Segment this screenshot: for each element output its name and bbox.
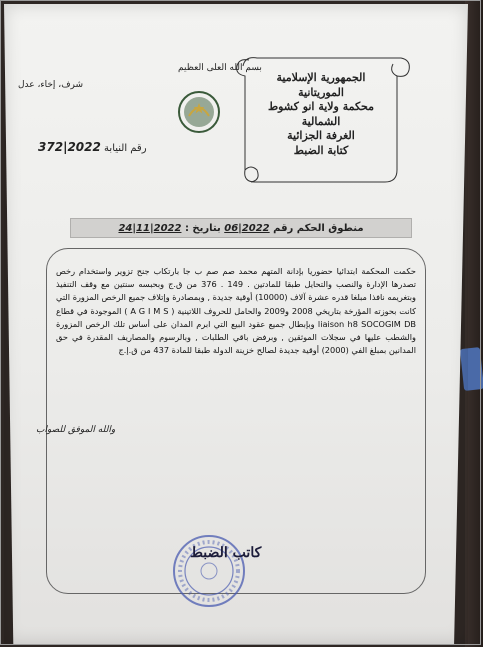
institution-line: الجمهورية الإسلامية: [276, 71, 366, 84]
verdict-label: منطوق الحكم رقم: [273, 223, 364, 234]
basmala: بسم الله العلى العظيم: [178, 63, 262, 73]
institution-line: الغرفة الجزائية: [287, 129, 355, 142]
verdict-date: 2022|11|24: [118, 223, 182, 234]
closing-phrase: والله الموفق للصواب: [36, 425, 116, 435]
institution-line: محكمة ولاية انو كشوط: [267, 100, 375, 113]
verdict-text: حكمت المحكمة ابتدائيا حضوريا بإدانة المتهم محمد صم صم ب جا بارتكاب جنح تزوير واستخدام رخص تصدرها الإدارة والنصب والتحايل طبقا للمادتين . 149 . 376 من ق.ج وبحبسه سنتين مع وقف التنفيذ وبتغريمه نافذا مبلغا قدره عشرة آلاف (10000) أوقية جديدة , وبمصادرة وإتلاف جميع الرخص المزورة التي كانت بحوزته المؤرخة بتاريخي 2008 و2009 والحامل للحروف اللاتينية ( A G I M S ) الموجودة في قطاع liaison h8 SOCOGIM DB وبإبطال جميع عقود البيع التي ابرم المدان على أساس تلك الرخص المزورة والشطب عليها في سجلات الموثقين , وبرفض باقي الطلبات , وبالرسوم والمصاريف المقدرة في حق المدانين بمبلغ الفي (2000) أوقية جديدة لصالح خزينة الدولة طبقا للمادة 437 من ق.إ.ج: [56, 266, 417, 356]
institution-line: الشمالية: [301, 114, 341, 128]
institution-line: الموريتانية: [298, 85, 344, 99]
prosecution-label: رقم النيابة: [104, 143, 147, 154]
institution-line: كتابة الضبط: [293, 143, 349, 157]
prosecution-number: 2022|372: [38, 140, 101, 154]
verdict-number: 2022|06: [224, 223, 270, 234]
national-motto: شرف، إخاء، عدل: [18, 80, 84, 90]
clerk-signature: كاتب الضبط: [190, 545, 262, 561]
verdict-date-label: بتاريخ :: [184, 223, 221, 234]
